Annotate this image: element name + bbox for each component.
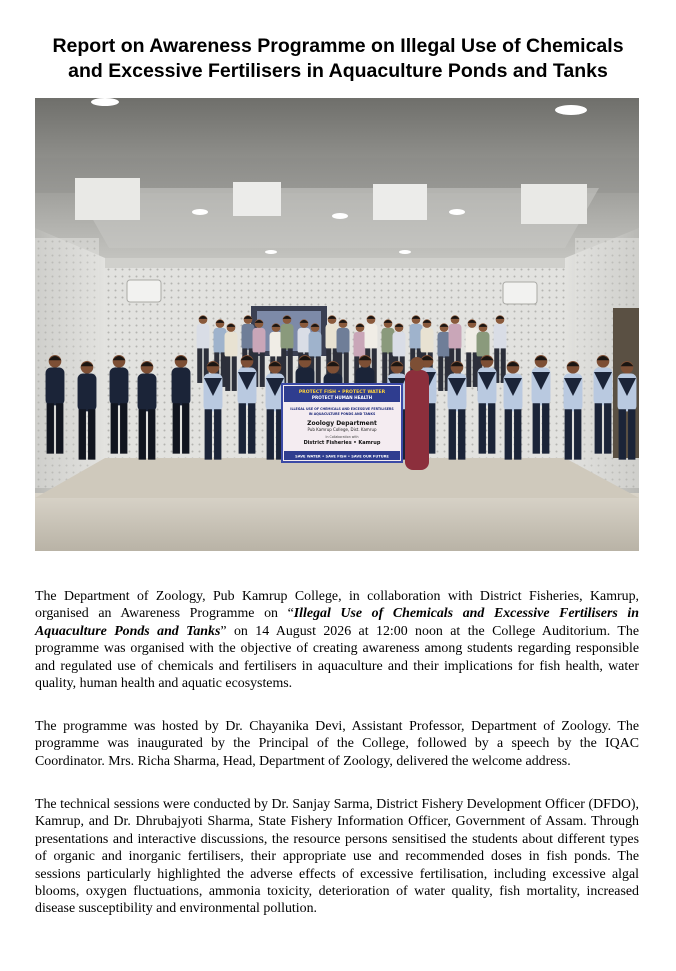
banner-programme-line-1: ILLEGAL USE OF CHEMICALS AND EXCESSIVE FERTILISERS: [290, 407, 394, 411]
report-title-line-2: and Excessive Fertilisers in Aquaculture Ponds and Tanks: [68, 60, 608, 82]
banner-collab-label: In Collaboration with: [325, 435, 359, 439]
banner-department: Zoology Department: [307, 420, 377, 427]
report-title-line-1: Report on Awareness Programme on Illegal Use of Chemicals: [52, 35, 624, 57]
group-photo: [35, 98, 639, 551]
banner-tagline-1: PROTECT FISH • PROTECT WATER: [298, 390, 386, 395]
banner-programme-line-2: IN AQUACULTURE PONDS AND TANKS: [308, 412, 376, 416]
banner-footer: SAVE WATER • SAVE FISH • SAVE OUR FUTURE: [295, 454, 389, 459]
banner-collaborator: District Fisheries • Kamrup: [303, 440, 381, 446]
banner-tagline-2: PROTECT HUMAN HEALTH: [311, 395, 373, 400]
banner-college: Pub Kamrup College, Dist. Kamrup: [307, 427, 377, 432]
report-title: [20, 34, 656, 84]
paragraph-introduction: [35, 588, 639, 692]
paragraph-hosting: The programme was hosted by Dr. Chayanika Devi, Assistant Professor, Department of Zoology. The programme was inaugurated by the Principal of the College, followed by a speech by the IQAC Coordinator. Mrs. Richa Sharma, Head, Department of Zoology, delivered the welcome address.: [35, 719, 639, 769]
programme-title-emphasis: Illegal Use of Chemicals and Excessive Fertilisers in Aquaculture Ponds and Tanks: [35, 606, 639, 639]
event-banner: [282, 384, 402, 462]
paragraph-technical-sessions: The technical sessions were conducted by Dr. Sanjay Sarma, District Fishery Development Officer (DFDO), Kamrup, and Dr. Dhrubajyoti Sharma, State Fishery Information Officer, Government of Assam. Through presentations and interactive discussions, the resource persons sensitised the students about different types of organic and inorganic fertilisers, their appropriate use and recommended doses in fish ponds. The sessions particularly highlighted the adverse effects of excessive fertilisation, including excessive algal blooms, oxygen fluctuations, ammonia toxicity, deterioration of water quality, fish mortality, increased disease susceptibility and environmental pollution.: [35, 797, 639, 917]
paragraph-introduction-end: ” on 14 August 2026 at 12:00 noon at the College Auditorium. The programme was organised with the objective of creating awareness among students regarding responsible and regulated use of chemicals and fertilisers in aquaculture and their implications for fish health, water quality, human health and aquatic ecosystems.: [35, 623, 639, 692]
paragraph-introduction-start: The Department of Zoology, Pub Kamrup College, in collaboration with District Fisheries, Kamrup, organised an Awareness Programme on “: [35, 589, 639, 622]
